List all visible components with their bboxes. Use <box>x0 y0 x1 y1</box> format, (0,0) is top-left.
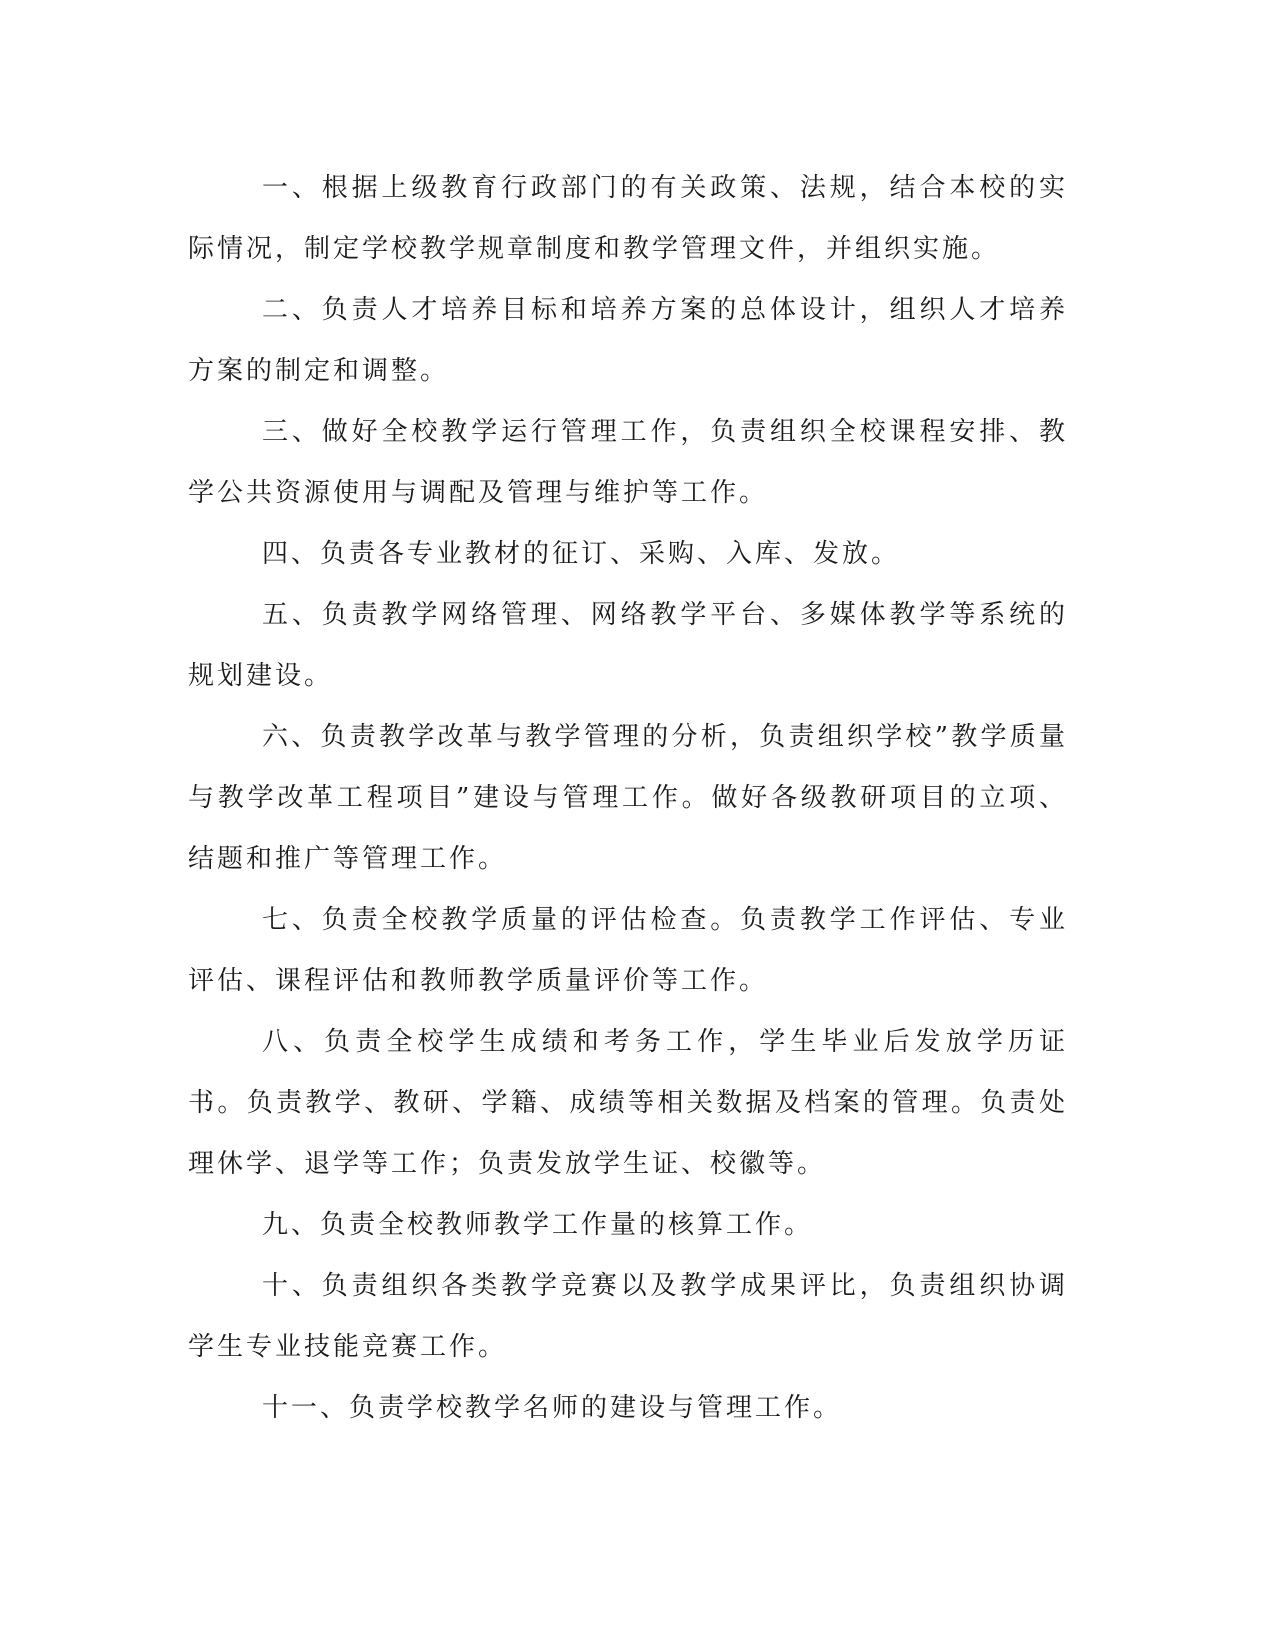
paragraph-8: 八、负责全校学生成绩和考务工作，学生毕业后发放学历证书。负责教学、教研、学籍、成绩等相关数据及档案的管理。负责处理休学、退学等工作；负责发放学生证、校徽等。 <box>188 1027 1068 1179</box>
paragraph-9: 九、负责全校教师教学工作量的核算工作。 <box>262 1210 814 1240</box>
paragraph-2: 二、负责人才培养目标和培养方案的总体设计，组织人才培养方案的制定和调整。 <box>188 295 1068 386</box>
paragraph-10: 十、负责组织各类教学竞赛以及教学成果评比，负责组织协调学生专业技能竞赛工作。 <box>188 1271 1068 1362</box>
paragraph-5: 五、负责教学网络管理、网络教学平台、多媒体教学等系统的规划建设。 <box>188 600 1068 691</box>
paragraph-3: 三、做好全校教学运行管理工作，负责组织全校课程安排、教学公共资源使用与调配及管理与维护等工作。 <box>188 417 1068 508</box>
paragraph-11: 十一、负责学校教学名师的建设与管理工作。 <box>262 1393 843 1423</box>
document-body <box>188 158 1068 1439</box>
paragraph-6: 六、负责教学改革与教学管理的分析，负责组织学校”教学质量与教学改革工程项目”建设与管理工作。做好各级教研项目的立项、结题和推广等管理工作。 <box>188 722 1068 874</box>
paragraph-4: 四、负责各专业教材的征订、采购、入库、发放。 <box>262 539 901 569</box>
paragraph-7: 七、负责全校教学质量的评估检查。负责教学工作评估、专业评估、课程评估和教师教学质量评价等工作。 <box>188 905 1068 996</box>
paragraph-1: 一、根据上级教育行政部门的有关政策、法规，结合本校的实际情况，制定学校教学规章制度和教学管理文件，并组织实施。 <box>188 173 1068 264</box>
